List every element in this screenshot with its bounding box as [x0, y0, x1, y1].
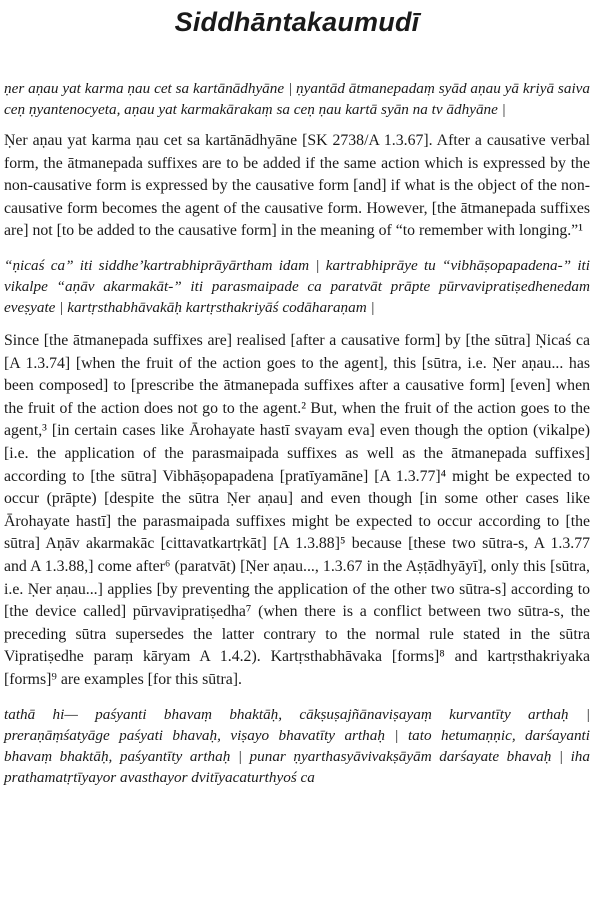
sutra-translation-paragraph: Ṇer aṇau yat karma ṇau cet sa kartānādhyāne [SK 2738/A 1.3.67]. After a causative verbal form, the ātmanepada suffixes are to be added if the same action which is expressed by the non-causative form is expressed by the causative form [and] if what is the object of the non-causative form becomes the agent of the causative form. However, [the ātmanepada suffixes are] not [to be added to the causative form] in the meaning of “to remember with longing.”¹	[4, 132, 590, 240]
sanskrit-commentary-text: “ṇicaś ca” iti siddhe’kartrabhiprāyārtham idam | kartrabhiprāye tu “vibhāṣopapadena-” iti vikalpe “aṇāv akarmakāt-” iti parasmaipade ca paratvāt prāpte pūrvavipratiṣedhenedam eveṣyate | kartṛsthabhāvakāḥ kartṛsthakriyāś codāharaṇam |	[4, 256, 590, 316]
page-title: Siddhāntakaumudī	[174, 7, 420, 37]
sanskrit-example-text: tathā hi— paśyanti bhavaṃ bhaktāḥ, cākṣuṣajñānaviṣayaṃ kurvantīty arthaḥ | preraṇāṃśatyāge paśyati bhavaḥ, viṣayo bhavatīty arthaḥ | tato hetumaṇṇic, darśayanti bhavaṃ bhaktāḥ, paśyantīty arthaḥ | punar ṇyarthasyāvivakṣāyām darśayate bhavaḥ | iha prathamatṛtīyayor avasthayor dvitīyacaturthyoś ca	[4, 706, 590, 787]
commentary-translation-paragraph: Since [the ātmanepada suffixes are] realised [after a causative form] by [the sūtra] Ṇicaś ca [A 1.3.74] [when the fruit of the action goes to the agent], this [sūtra, i.e. Ṇer aṇau... has been composed] to [prescribe the ātmanepada suffixes after a causative form] [even] when the fruit of the action does not go to the agent.² But, when the fruit of the action goes to the agent,³ [in certain cases like Ārohayate hastī svayam eva] even though the option (vikalpe) [i.e. the application of the parasmaipada suffixes as well as the ātmanepada suffixes] according to [the sūtra] Vibhāṣopapadena [pratīyamāne] [A 1.3.77]⁴ might be expected to occur (prāpte) [despite the sūtra Ṇer aṇau] and even though [in some other cases like Ārohayate hastī] the parasmaipada suffixes might be expected to occur according to [the sūtra] Aṇāv akarmakāc [cittavatkartṛkāt] [A 1.3.88]⁵ because [these two sūtra-s, A 1.3.77 and A 1.3.88,] come after⁶ (paratvāt) [Ṇer aṇau..., 1.3.67 in the Aṣṭādhyāyī], only this [sūtra, i.e. Ṇer aṇau...] applies [by preventing the application of the other two sūtra-s] according to [the device called] pūrvavipratiṣedha⁷ (when there is a conflict between two sūtra-s, the preceding sūtra supersedes the latter contrary to the normal rule stated in the sūtra Vipratiṣedhe paraṃ kāryam A 1.4.2). Kartṛsthabhāvaka [forms]⁸ and kartṛsthakriyaka [forms]⁹ are examples [for this sūtra].	[4, 331, 590, 688]
sanskrit-sutra-text: ṇer aṇau yat karma ṇau cet sa kartānādhyāne | ṇyantād ātmanepadaṃ syād aṇau yā kriyā saiva ceṇ ṇyantenocyeta, aṇau yat karmakārakaṃ sa ceṇ ṇau kartā syān na tv ādhyāne |	[4, 80, 590, 118]
